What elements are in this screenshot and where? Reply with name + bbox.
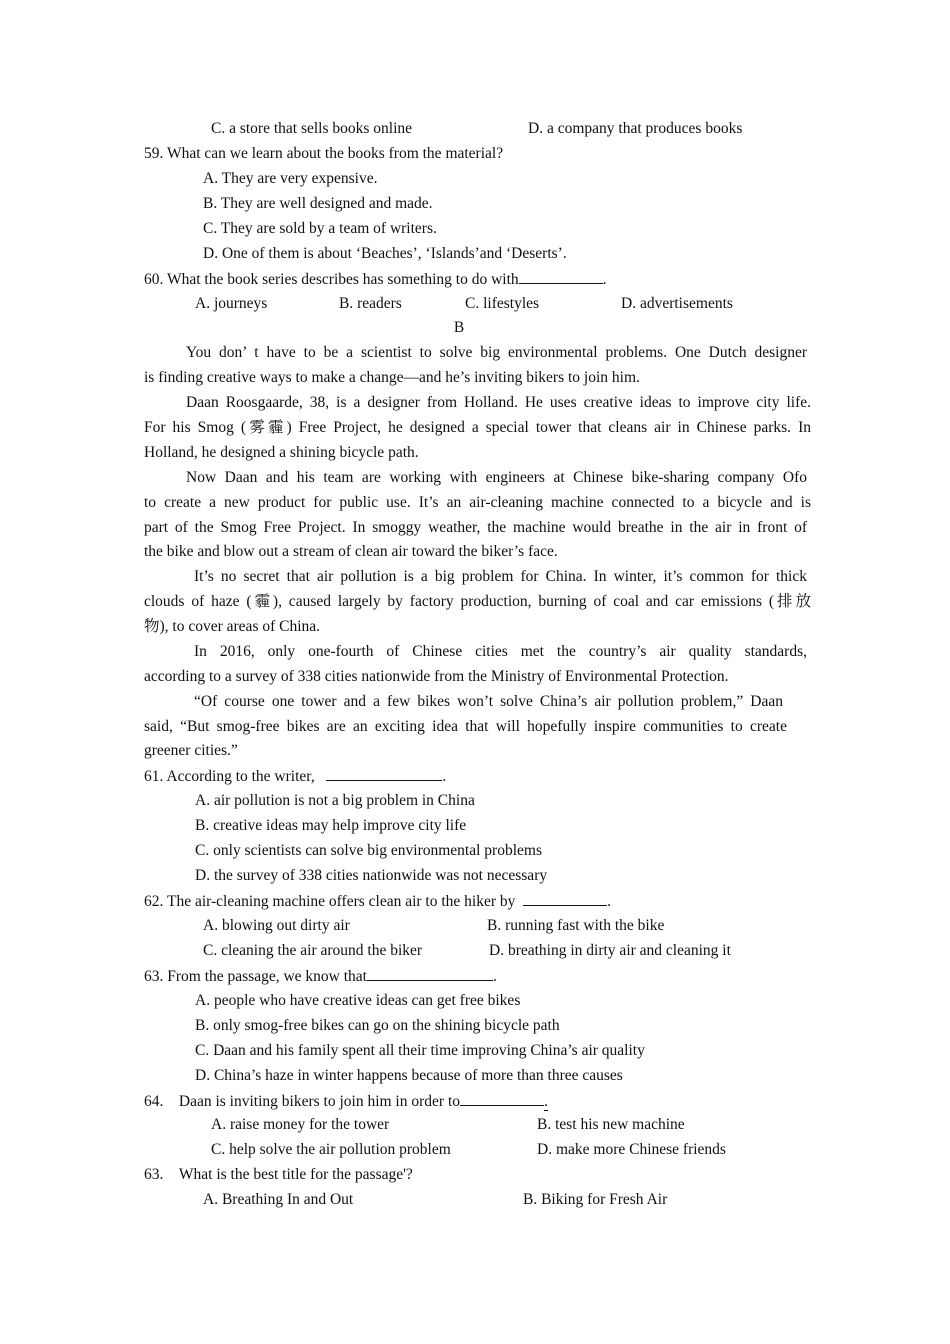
passage-line: to create a new product for public use. It’s an air-cleaning machine connected to a bicycle and is bbox=[144, 494, 811, 511]
q62-option-c: C. cleaning the air around the biker bbox=[203, 942, 423, 959]
q59-option-a: A. They are very expensive. bbox=[203, 170, 378, 187]
passage-line: said, “But smog-free bikes are an exciting idea that will hopefully inspire communities to create bbox=[144, 718, 787, 735]
q61-answer-blank bbox=[326, 766, 442, 781]
q63-option-d: D. China’s haze in winter happens because of more than three causes bbox=[195, 1067, 623, 1084]
q63-option-a: A. people who have creative ideas can get free bikes bbox=[195, 992, 521, 1009]
q61-option-c: C. only scientists can solve big environmental problems bbox=[195, 842, 542, 859]
passage-line: greener cities.” bbox=[144, 742, 238, 759]
passage-line: is finding creative ways to make a change—and he’s inviting bikers to join him. bbox=[144, 369, 640, 386]
q58-option-d: D. a company that produces books bbox=[528, 120, 743, 137]
passage-line: “Of course one tower and a few bikes won’t solve China’s air pollution problem,” Daan bbox=[194, 693, 783, 710]
q65-option-b: B. Biking for Fresh Air bbox=[523, 1191, 668, 1208]
q62-stem-line bbox=[144, 891, 611, 912]
q61-option-b: B. creative ideas may help improve city life bbox=[195, 817, 467, 834]
q63-end: . bbox=[493, 968, 497, 985]
q60-option-b: B. readers bbox=[339, 295, 402, 312]
q65-stem: 63. What is the best title for the passage'? bbox=[144, 1166, 413, 1183]
q61-end: . bbox=[442, 768, 447, 785]
q64-stem: 64. Daan is inviting bikers to join him in order to bbox=[144, 1093, 460, 1110]
section-b-heading: B bbox=[453, 319, 465, 336]
q61-stem: 61. According to the writer, bbox=[144, 768, 315, 785]
passage-line: 物), to cover areas of China. bbox=[144, 618, 321, 635]
q59-stem: 59. What can we learn about the books from the material? bbox=[144, 145, 504, 162]
q61-option-d: D. the survey of 338 cities nationwide was not necessary bbox=[195, 867, 548, 884]
q64-stem-line bbox=[144, 1091, 548, 1112]
q62-option-a: A. blowing out dirty air bbox=[203, 917, 350, 934]
q60-answer-blank bbox=[519, 269, 603, 284]
q60-option-d: D. advertisements bbox=[621, 295, 733, 312]
passage-line: Daan Roosgaarde, 38, is a designer from Holland. He uses creative ideas to improve city life. bbox=[186, 394, 811, 411]
passage-line: It’s no secret that air pollution is a big problem for China. In winter, it’s common for thick bbox=[194, 568, 807, 585]
q62-stem: 62. The air-cleaning machine offers clean air to the hiker by bbox=[144, 893, 516, 910]
q62-end: . bbox=[607, 893, 612, 910]
q62-answer-blank bbox=[523, 891, 607, 906]
q59-option-c: C. They are sold by a team of writers. bbox=[203, 220, 437, 237]
q58-option-c: C. a store that sells books online bbox=[211, 120, 413, 137]
q63-option-b: B. only smog-free bikes can go on the shining bicycle path bbox=[195, 1017, 560, 1034]
passage-line: In 2016, only one-fourth of Chinese cities met the country’s air quality standards, bbox=[194, 643, 807, 660]
passage-line: clouds of haze (霾), caused largely by factory production, burning of coal and car emissions (排放 bbox=[144, 593, 811, 610]
q60-stem-line bbox=[144, 269, 607, 290]
q63-answer-blank bbox=[367, 966, 493, 981]
q64-option-d: D. make more Chinese friends bbox=[537, 1141, 726, 1158]
q60-option-c: C. lifestyles bbox=[465, 295, 540, 312]
q60-end: . bbox=[602, 271, 607, 288]
q59-option-d: D. One of them is about ‘Beaches’, ‘Islands’and ‘Deserts’. bbox=[203, 245, 567, 262]
q63-option-c: C. Daan and his family spent all their time improving China’s air quality bbox=[195, 1042, 645, 1059]
q62-option-b: B. running fast with the bike bbox=[487, 917, 665, 934]
q61-stem-line bbox=[144, 766, 446, 787]
passage-line: according to a survey of 338 cities nationwide from the Ministry of Environmental Protection. bbox=[144, 668, 729, 685]
passage-line: part of the Smog Free Project. In smoggy weather, the machine would breathe in the air in front of bbox=[144, 519, 807, 536]
q61-option-a: A. air pollution is not a big problem in China bbox=[195, 792, 475, 809]
q62-option-d: D. breathing in dirty air and cleaning it bbox=[489, 942, 731, 959]
q64-option-c: C. help solve the air pollution problem bbox=[211, 1141, 451, 1158]
q64-answer-blank bbox=[460, 1091, 544, 1106]
q60-stem: 60. What the book series describes has something to do with bbox=[144, 271, 519, 288]
q60-option-a: A. journeys bbox=[195, 295, 268, 312]
q63-stem: 63. From the passage, we know that bbox=[144, 968, 367, 985]
q64-option-a: A. raise money for the tower bbox=[211, 1116, 390, 1133]
q63-stem-line bbox=[144, 966, 497, 987]
passage-line: For his Smog (雾霾) Free Project, he designed a special tower that cleans air in Chinese parks. In bbox=[144, 419, 811, 436]
q59-option-b: B. They are well designed and made. bbox=[203, 195, 433, 212]
q64-end: . bbox=[544, 1093, 548, 1110]
q65-option-a: A. Breathing In and Out bbox=[203, 1191, 354, 1208]
passage-line: the bike and blow out a stream of clean air toward the biker’s face. bbox=[144, 543, 558, 560]
q64-option-b: B. test his new machine bbox=[537, 1116, 685, 1133]
passage-line: You don’ t have to be a scientist to solve big environmental problems. One Dutch designer bbox=[186, 344, 807, 361]
passage-line: Holland, he designed a shining bicycle path. bbox=[144, 444, 419, 461]
passage-line: Now Daan and his team are working with engineers at Chinese bike-sharing company Ofo bbox=[186, 469, 807, 486]
